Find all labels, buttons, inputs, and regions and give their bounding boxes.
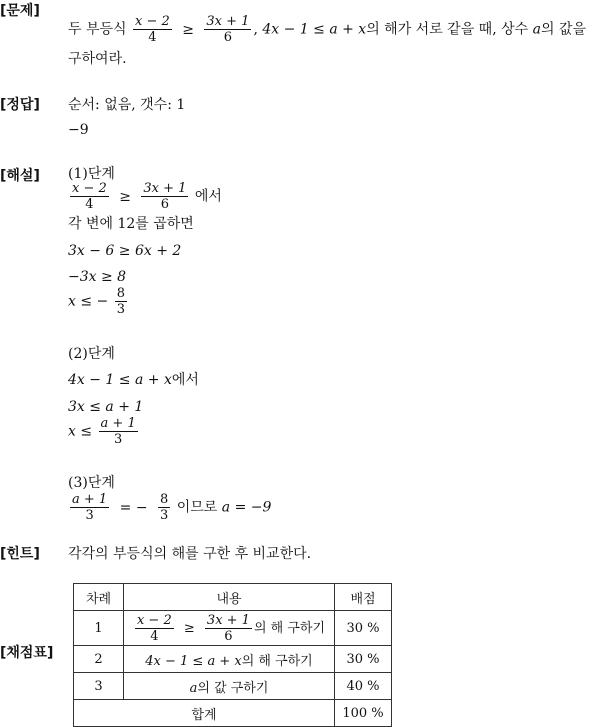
step2-line-1 bbox=[68, 371, 199, 389]
table-row bbox=[74, 611, 392, 646]
fraction-numerator: a + 1 bbox=[72, 492, 108, 507]
step1-line-3-lhs: x ≤ − bbox=[68, 293, 109, 310]
row-expression: 4x − 1 ≤ a + x bbox=[145, 653, 242, 669]
step3-fraction-1 bbox=[70, 492, 109, 523]
problem-intro: 두 부등식 bbox=[68, 21, 127, 38]
problem-line-2: 구하여라. bbox=[68, 51, 127, 67]
fraction-numerator: x − 2 bbox=[135, 14, 170, 29]
fraction-numerator: 3x + 1 bbox=[206, 612, 250, 628]
table-total-row bbox=[74, 700, 392, 727]
row-number: 1 bbox=[74, 611, 124, 646]
step1-inequality bbox=[68, 181, 222, 212]
fraction-denominator: 3 bbox=[160, 508, 169, 523]
fraction-numerator: 3x + 1 bbox=[143, 181, 187, 196]
step1-heading: (1)단계 bbox=[68, 166, 115, 182]
step1-eseo: 에서 bbox=[194, 188, 222, 205]
fraction-denominator: 3 bbox=[116, 302, 125, 317]
step1-fraction-2 bbox=[141, 181, 188, 212]
fraction-denominator: 4 bbox=[85, 197, 94, 212]
row-score: 40 % bbox=[335, 673, 392, 700]
answer-line-1: 순서: 없음, 갯수: 1 bbox=[68, 97, 186, 113]
scoring-label: [채점표] bbox=[0, 645, 54, 661]
header-content: 내용 bbox=[124, 584, 335, 611]
scoring-table bbox=[73, 583, 392, 727]
step2-eseo: 에서 bbox=[171, 372, 199, 388]
step1-multiply: 각 변에 12를 곱하면 bbox=[68, 216, 194, 232]
total-score: 100 % bbox=[335, 700, 392, 727]
fraction-numerator: 8 bbox=[160, 492, 169, 507]
fraction-numerator: 8 bbox=[116, 286, 125, 301]
header-order: 차례 bbox=[74, 584, 124, 611]
solution-label: [해설] bbox=[0, 168, 40, 184]
row-content-tail: 의 해 구하기 bbox=[241, 653, 313, 669]
step3-result: a = −9 bbox=[221, 499, 272, 516]
problem-mid: 의 해가 서로 같을 때, 상수 bbox=[366, 21, 529, 38]
problem-fraction-2 bbox=[204, 14, 251, 45]
fraction-denominator: 3 bbox=[85, 508, 94, 523]
step1-line-2: −3x ≥ 8 bbox=[68, 269, 127, 285]
step2-line-3 bbox=[68, 416, 140, 447]
step3-heading: (3)단계 bbox=[68, 475, 115, 491]
row-score: 30 % bbox=[335, 646, 392, 673]
ge-sign: ≥ bbox=[182, 21, 194, 38]
problem-tail: 의 값을 bbox=[540, 21, 586, 38]
row-content bbox=[124, 673, 335, 700]
answer-label: [정답] bbox=[0, 97, 40, 113]
table-fraction-1 bbox=[135, 613, 174, 644]
row-content-tail: 의 값 구하기 bbox=[197, 680, 269, 696]
total-label: 합계 bbox=[74, 700, 335, 727]
ge-sign: ≥ bbox=[119, 188, 131, 205]
ge-sign: ≥ bbox=[183, 620, 195, 636]
problem-statement bbox=[68, 14, 586, 45]
step1-line-1: 3x − 6 ≥ 6x + 2 bbox=[68, 243, 182, 259]
fraction-denominator: 6 bbox=[223, 30, 233, 45]
step3-tail: 이므로 bbox=[176, 499, 218, 516]
table-header-row bbox=[74, 584, 392, 611]
step1-fraction-result bbox=[115, 286, 127, 317]
step3-fraction-2 bbox=[158, 492, 170, 523]
step2-line-2: 3x ≤ a + 1 bbox=[68, 399, 144, 415]
hint-label: [힌트] bbox=[0, 546, 40, 562]
step1-line-3 bbox=[68, 286, 129, 317]
step2-heading: (2)단계 bbox=[68, 346, 115, 362]
table-row bbox=[74, 673, 392, 700]
equals-minus: = − bbox=[119, 499, 148, 516]
step2-fraction-result bbox=[99, 416, 138, 447]
fraction-numerator: a + 1 bbox=[100, 416, 136, 431]
answer-value: −9 bbox=[68, 122, 89, 138]
problem-inequality-2: 4x − 1 ≤ a + x bbox=[262, 21, 367, 38]
fraction-numerator: x − 2 bbox=[72, 181, 107, 196]
row-content bbox=[124, 646, 335, 673]
problem-fraction-1 bbox=[133, 14, 172, 45]
table-row bbox=[74, 646, 392, 673]
fraction-denominator: 6 bbox=[160, 197, 170, 212]
step2-line-3-lhs: x ≤ bbox=[68, 423, 93, 440]
step2-inequality: 4x − 1 ≤ a + x bbox=[68, 372, 172, 388]
problem-label: [문제] bbox=[0, 3, 40, 19]
row-content-tail: 의 해 구하기 bbox=[253, 620, 326, 636]
table-fraction-2 bbox=[205, 613, 252, 644]
fraction-denominator: 3 bbox=[113, 432, 123, 447]
header-score: 배점 bbox=[335, 584, 392, 611]
fraction-denominator: 4 bbox=[150, 628, 159, 644]
row-number: 3 bbox=[74, 673, 124, 700]
fraction-denominator: 6 bbox=[224, 628, 233, 644]
fraction-numerator: 3x + 1 bbox=[206, 14, 250, 29]
row-variable-a: a bbox=[189, 680, 198, 696]
problem-variable-a: a bbox=[532, 21, 541, 38]
step1-fraction-1 bbox=[70, 181, 109, 212]
hint-text: 각각의 부등식의 해를 구한 후 비교한다. bbox=[68, 546, 312, 562]
comma: , bbox=[253, 21, 258, 38]
row-content bbox=[124, 611, 335, 646]
fraction-denominator: 4 bbox=[148, 30, 157, 45]
step3-equation bbox=[68, 492, 271, 523]
fraction-numerator: x − 2 bbox=[136, 612, 172, 628]
row-score: 30 % bbox=[335, 611, 392, 646]
row-number: 2 bbox=[74, 646, 124, 673]
